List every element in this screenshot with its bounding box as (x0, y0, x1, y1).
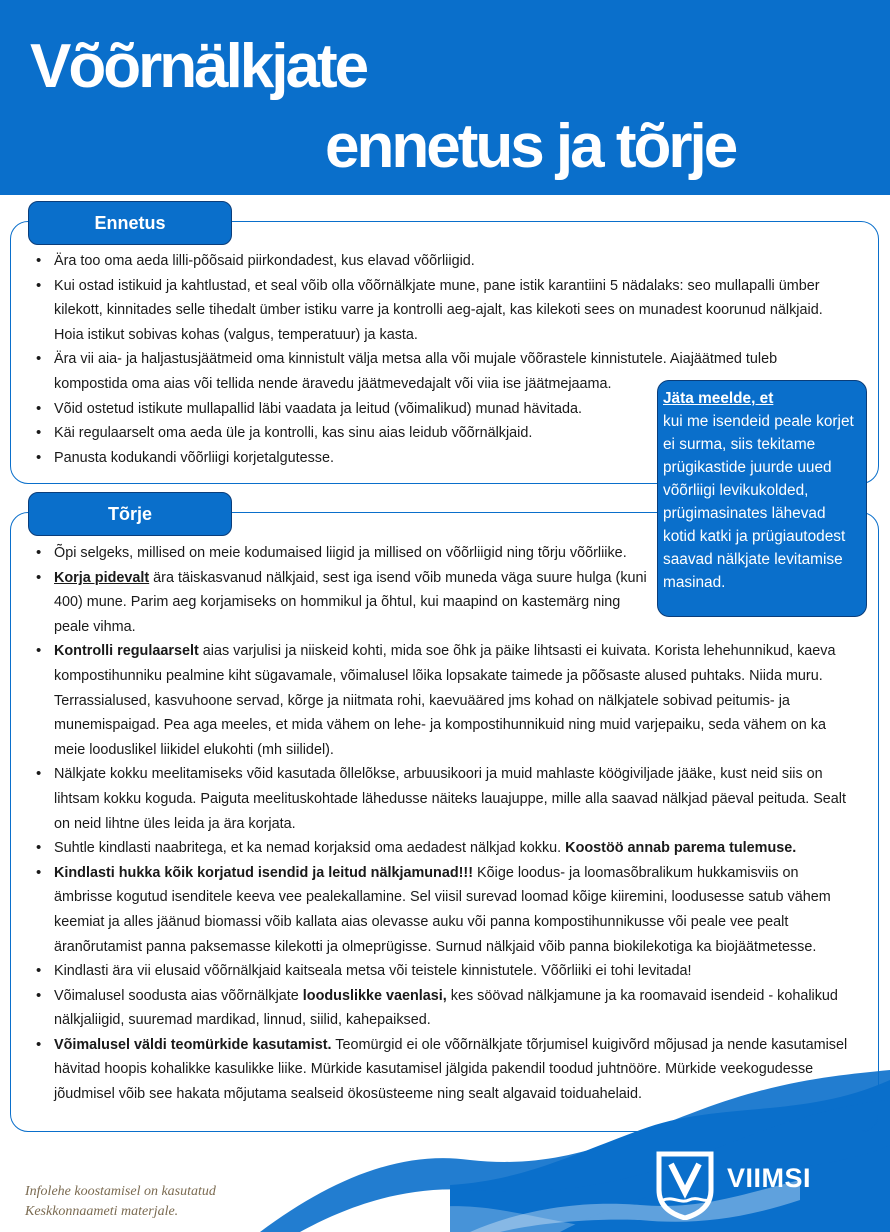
list-item (34, 836, 854, 861)
list-item: • Ära too oma aeda lilli-põõsaid piirkondadest, kus elavad võõrliigid. (34, 249, 854, 274)
list-item-text: Kõige loodus- ja loomasõbralikum hukkamisviis on ämbrisse kogutud isenditele keeva vee pealekallamine. Sel viisil surevad loomad kõige kiiremini, loodusesse satub vähem keemiat ja alles jäänud biomassi võib kallata aias olevasse auku või panna kompostihunnikusse või peale vee pealt äranõrutamist panna paksemasse kilekotti ja olmeprügisse. Surnud nälkjaid võib panna biokilekotiga ka biojäätmetesse. (54, 864, 831, 955)
page-title-line-1: Võõrnälkjate (30, 32, 367, 101)
list-item-text: Teomürgid ei ole võõrnälkjate tõrjumisel kuigivõrd mõjusad ja nende kasutamisel hävitad hoopis kohalikke kasulikke liike. Mürkide kasutamisel jälgida pakendil toodud juhtnööre. Mürkide veekogudesse jõudmisel võib see hakata mõjutama sealseid ökosüsteeme ning sealt algavaid toiduahelaid. (54, 1036, 848, 1103)
torje-list (34, 541, 854, 1107)
list-item: • Kui ostad istikuid ja kahtlustad, et seal võib olla võõrnälkjate mune, pane istik karantiini 5 nädalaks: seo mullapalli ümber kilekott, kinnitades selle tihedalt ümber istiku varre ja kontrolli aeg-ajalt, kas kilekoti sees on munadest koorunud nälkjaid. Hoia istikut sobivas kohas (valgus, temperatuur) ja kasta. (34, 274, 854, 348)
page-title-line-2: ennetus ja tõrje (325, 112, 736, 181)
torje-heading: Tõrje (28, 492, 232, 536)
list-item-text: kes söövad nälkjamune ja ka roomavaid isendeid - kohalikud nälkjaliigid, suuremad mardikad, linnud, siilid, kahepaiksed. (54, 987, 838, 1029)
list-item (34, 639, 854, 762)
list-item-text: Kindlasti ära vii elusaid võõrnälkjaid kaitseala metsa või teistele kinnistutele. Võõrliiki ei tohi levitada! (54, 963, 692, 980)
list-item: • Käi regulaarselt oma aeda üle ja kontrolli, kas sinu aias leidub võõrnälkjaid. (34, 421, 854, 446)
list-item-emphasis: Võimalusel väldi teomürkide kasutamist. (54, 1036, 332, 1053)
list-item-text: ära täiskasvanud nälkjaid, sest iga isend võib muneda väga suure hulga (kuni 400) mune. Parim aeg korjamiseks on hommikul ja õhtul, kui maapind on kastemärg ning peale vihma. (54, 569, 647, 635)
list-item (34, 959, 854, 984)
list-item-emphasis: Kontrolli regulaarselt (54, 643, 199, 660)
list-item: • Võid ostetud istikute mullapallid läbi vaadata ja leitud (võimalikud) munad hävitada. (34, 397, 854, 422)
list-item: • Ära vii aia- ja haljastusjäätmeid oma kinnistult välja metsa alla või mujale võõrastele kinnistutele. Aiajäätmed tuleb kompostida oma aias või tellida nende äravedu jäätmevedajalt või viia ise jäätmejaama. (34, 347, 844, 396)
callout-text: kui me isendeid peale korjet ei surma, siis tekitame prügikastide juurde uued võõrliigi levikukolded, prügimasinates lähevad kotid katki ja prügiautodest saavad nälkjate levitamise masinad. (663, 413, 854, 591)
footer-note-line: Infolehe koostamisel on kasutatud (25, 1184, 216, 1199)
ennetus-heading: Ennetus (28, 201, 232, 245)
footer-note (25, 1182, 216, 1222)
list-item-emphasis: Korja pidevalt (54, 569, 150, 586)
list-item-text: aias varjulisi ja niiskeid kohti, mida soe õhk ja päike lihtsasti ei kuivata. Korista lehehunnikud, kaeva kompostihunniku pealmine kiht sügavamale, võimalusel lõika lopsakate taimede ja põõsaste alused puhtaks. Niida muru. Terrassialused, kasvuhoone servad, kõrge ja niitmata rohi, kaevuääred jms kohad on nälkjatele sobivad peitumis- ja munemispaigad. Pea aga meeles, et mida vähem on lehe- ja kompostihunnikuid ning muid varjepaiku, seda vähem on ka meie looduslikel liikidel elukohti (mh siilidel). (54, 643, 836, 758)
viimsi-shield-logo-icon (655, 1150, 715, 1220)
footer-note-line: Keskkonnaameti materjale. (25, 1204, 179, 1219)
list-item (34, 1033, 854, 1107)
reminder-callout (657, 380, 867, 617)
list-item (34, 984, 854, 1033)
list-item-emphasis: looduslikke vaenlasi, (302, 987, 447, 1004)
list-item: • Panusta kodukandi võõrliigi korjetalgutesse. (34, 446, 854, 471)
list-item-text: Suhtle kindlasti naabritega, et ka nemad korjaksid oma aedadest nälkjad kokku. (54, 840, 566, 857)
list-item-text: Võimalusel soodusta aias võõrnälkjate (54, 987, 303, 1004)
list-item-emphasis: Kindlasti hukka kõik korjatud isendid ja leitud nälkjamunad!!! (54, 864, 474, 881)
list-item-text: Nälkjate kokku meelitamiseks võid kasutada õllelõkse, arbuusikoori ja muid mahlaste köögiviljade jääke, kust neid siis on lihtsam kokku koguda. Paiguta meelituskohtade lähedusse näiteks lauajuppe, mille alla saavad nälkjad päeval peituda. Sealt on neid lihtne üles leida ja ära korjata. (54, 766, 846, 832)
list-item-emphasis: Koostöö annab parema tulemuse. (565, 840, 797, 857)
list-item (34, 861, 854, 959)
list-item (34, 762, 854, 836)
list-item-text: Õpi selgeks, millised on meie kodumaised liigid ja millised on võõrliigid ning tõrju võõrliike. (54, 545, 627, 561)
list-item (34, 566, 654, 640)
logo-text: VIIMSI (727, 1163, 812, 1193)
callout-heading: Jäta meelde, et (663, 390, 774, 407)
